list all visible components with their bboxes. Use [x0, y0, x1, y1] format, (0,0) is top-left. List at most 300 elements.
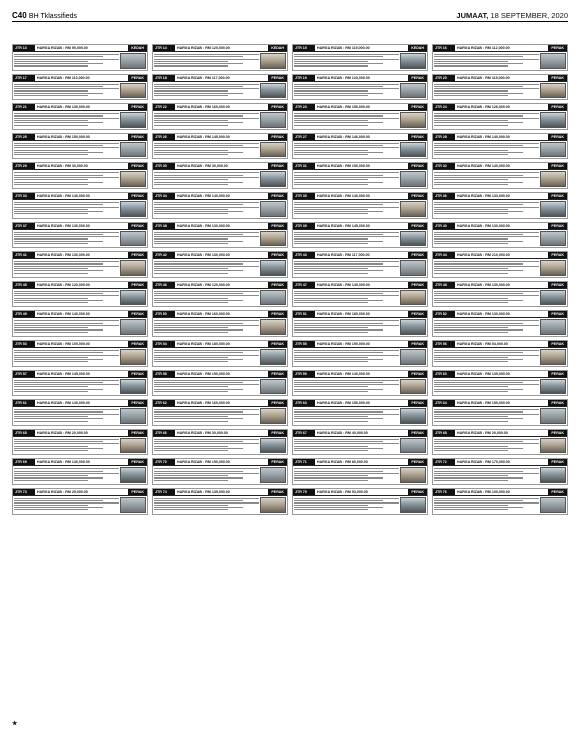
text-line [294, 266, 399, 267]
text-line [294, 204, 383, 205]
text-line [294, 355, 399, 356]
text-line [154, 507, 243, 508]
text-line [154, 232, 259, 233]
listing-header [13, 282, 147, 289]
property-photo [260, 201, 286, 217]
text-line [14, 352, 103, 353]
auction-listing [292, 44, 428, 71]
text-line [294, 63, 383, 64]
text-line [294, 468, 399, 469]
price-label: HARGA RIZAB [457, 282, 483, 287]
listing-body [153, 52, 287, 70]
listing-header [13, 252, 147, 259]
listing-id: JTR 53 [13, 341, 35, 347]
text-line [14, 207, 119, 208]
auction-listing [12, 399, 148, 426]
text-line [14, 61, 88, 62]
listing-header [153, 459, 287, 466]
text-line [294, 293, 383, 294]
price-label: HARGA RIZAB [177, 489, 203, 494]
property-photo [400, 319, 426, 335]
text-line [294, 498, 399, 499]
property-photo [540, 290, 566, 306]
price-label: HARGA RIZAB [37, 75, 63, 80]
listing-description [434, 290, 539, 306]
listing-description [434, 53, 539, 69]
price-value: RM 119,000.00 [345, 46, 370, 50]
price-value: RM 150,000.00 [345, 164, 370, 169]
text-line [294, 268, 368, 269]
price-label: HARGA RIZAB [177, 164, 203, 169]
auction-listing [292, 488, 428, 515]
listing-price: HARGA RIZAB : RM 180,000.00 [177, 341, 230, 346]
listing-description [14, 260, 119, 276]
text-line [294, 118, 399, 119]
listing-state: PERAK [128, 282, 147, 288]
listing-state: PERAK [408, 223, 427, 229]
text-line [294, 234, 383, 235]
listing-header [293, 45, 427, 52]
listing-id: JTR 67 [293, 430, 315, 436]
text-line [154, 273, 228, 274]
text-line [294, 295, 399, 296]
property-photo [260, 379, 286, 395]
price-value: RM 190,000.00 [345, 341, 370, 346]
price-label: HARGA RIZAB [177, 75, 203, 80]
text-line [154, 295, 259, 296]
price-value: RM 130,000.00 [485, 223, 510, 228]
listing-body [293, 407, 427, 425]
price-value: RM 130,000.00 [65, 460, 90, 465]
text-line [154, 329, 243, 330]
listing-body [293, 82, 427, 100]
text-line [434, 327, 508, 328]
property-photo [120, 467, 146, 483]
text-line [434, 88, 539, 89]
listing-state: PERAK [408, 193, 427, 199]
text-line [14, 241, 103, 242]
listing-state: PERAK [128, 75, 147, 81]
listing-header [153, 223, 287, 230]
text-line [154, 241, 243, 242]
property-photo [260, 290, 286, 306]
listing-description [294, 201, 399, 217]
listing-body [153, 259, 287, 277]
text-line [154, 204, 243, 205]
auction-listing [432, 192, 568, 219]
listing-header [433, 371, 567, 378]
listing-price: HARGA RIZAB : RM 40,000.00 [317, 430, 368, 435]
text-line [154, 263, 243, 264]
text-line [434, 177, 539, 178]
price-value: RM 117,000.00 [205, 75, 230, 80]
listing-state: PERAK [128, 163, 147, 169]
listing-header [153, 252, 287, 259]
text-line [434, 90, 508, 91]
listing-state: PERAK [128, 134, 147, 140]
text-line [434, 507, 523, 508]
listing-id: JTR 34 [153, 193, 175, 199]
listing-description [294, 379, 399, 395]
text-line [434, 411, 523, 412]
price-label: HARGA RIZAB [37, 401, 63, 406]
text-line [434, 150, 508, 151]
price-label: HARGA RIZAB [177, 430, 203, 435]
listing-price: HARGA RIZAB : RM 150,000.00 [177, 460, 230, 465]
property-photo [260, 438, 286, 454]
text-line [14, 300, 103, 301]
text-line [14, 291, 119, 292]
text-line [14, 450, 88, 451]
listing-body [13, 318, 147, 336]
text-line [294, 441, 383, 442]
text-line [154, 384, 259, 385]
listing-body [433, 52, 567, 70]
listing-description [434, 260, 539, 276]
price-value: RM 40,000.00 [345, 430, 368, 435]
listing-header [433, 104, 567, 111]
price-label: HARGA RIZAB [317, 253, 343, 258]
text-line [154, 411, 243, 412]
auction-listing [292, 103, 428, 130]
listing-id: JTR 55 [293, 341, 315, 347]
listing-id: JTR 30 [153, 163, 175, 169]
property-photo [400, 290, 426, 306]
property-photo [120, 349, 146, 365]
listing-body [13, 230, 147, 248]
text-line [434, 93, 523, 94]
text-line [154, 145, 243, 146]
price-label: HARGA RIZAB [457, 193, 483, 198]
property-photo [120, 201, 146, 217]
property-photo [400, 112, 426, 128]
price-label: HARGA RIZAB [177, 282, 203, 287]
listing-body [293, 170, 427, 188]
listing-description [294, 319, 399, 335]
text-line [434, 384, 539, 385]
listing-header [13, 75, 147, 82]
listing-header [153, 163, 287, 170]
listing-header [153, 282, 287, 289]
listing-id: JTR 26 [153, 134, 175, 140]
property-photo [120, 142, 146, 158]
listing-description [294, 112, 399, 128]
listing-id: JTR 69 [13, 459, 35, 465]
auction-listing [432, 399, 568, 426]
listing-id: JTR 38 [153, 223, 175, 229]
listing-description [434, 201, 539, 217]
listing-header [433, 45, 567, 52]
text-line [14, 143, 119, 144]
price-label: HARGA RIZAB [317, 460, 343, 465]
text-line [434, 332, 508, 333]
property-photo [400, 53, 426, 69]
listing-body [13, 496, 147, 514]
text-line [434, 295, 539, 296]
price-label: HARGA RIZAB [317, 341, 343, 346]
text-line [154, 209, 228, 210]
listing-id: JTR 59 [293, 371, 315, 377]
text-line [294, 391, 368, 392]
text-line [294, 236, 399, 237]
listing-body [433, 230, 567, 248]
price-label: HARGA RIZAB [317, 223, 343, 228]
price-label: HARGA RIZAB [37, 253, 63, 258]
listing-body [153, 289, 287, 307]
text-line [434, 446, 508, 447]
text-line [14, 179, 88, 180]
listing-price: HARGA RIZAB : RM 130,000.00 [37, 105, 90, 110]
listing-description [14, 83, 119, 99]
text-line [434, 298, 508, 299]
text-line [434, 500, 523, 501]
property-photo [120, 53, 146, 69]
listing-body [153, 407, 287, 425]
text-line [434, 357, 508, 358]
listing-header [13, 459, 147, 466]
listing-description [294, 349, 399, 365]
listing-description [14, 467, 119, 483]
price-value: RM 20,000.00 [485, 430, 508, 435]
text-line [154, 361, 228, 362]
text-line [294, 172, 399, 173]
listing-id: JTR 16 [433, 45, 455, 51]
text-line [294, 421, 368, 422]
text-line [434, 421, 508, 422]
text-line [14, 236, 119, 237]
listing-price: HARGA RIZAB : RM 140,000.00 [457, 134, 510, 139]
listing-price: HARGA RIZAB : RM 30,000.00 [37, 164, 88, 169]
text-line [14, 152, 103, 153]
listing-state: PERAK [548, 134, 567, 140]
text-line [434, 95, 508, 96]
text-line [14, 147, 119, 148]
listing-header [433, 430, 567, 437]
price-value: RM 130,000.00 [65, 105, 90, 110]
property-photo [120, 497, 146, 513]
listing-id: JTR 36 [433, 193, 455, 199]
text-line [294, 207, 399, 208]
section-name: BH Tklassifieds [28, 13, 78, 20]
listing-description [154, 112, 259, 128]
price-label: HARGA RIZAB [317, 134, 343, 139]
text-line [14, 325, 119, 326]
listing-body [433, 407, 567, 425]
text-line [434, 184, 508, 185]
property-photo [120, 319, 146, 335]
listing-body [293, 259, 427, 277]
price-value: RM 140,000.00 [485, 164, 510, 169]
text-line [14, 59, 119, 60]
listing-state: PERAK [128, 311, 147, 317]
price-value: RM 30,000.00 [205, 430, 228, 435]
text-line [294, 65, 368, 66]
text-line [434, 118, 539, 119]
listing-id: JTR 13 [13, 45, 35, 51]
text-line [294, 211, 383, 212]
listing-header [153, 193, 287, 200]
text-line [154, 475, 228, 476]
text-line [14, 505, 88, 506]
property-photo [260, 83, 286, 99]
page-date-value: 18 SEPTEMBER, 2020 [490, 11, 568, 20]
auction-listing [432, 251, 568, 278]
text-line [434, 152, 523, 153]
listing-state: KEDAH [268, 45, 287, 51]
text-line [434, 443, 539, 444]
text-line [434, 147, 539, 148]
listing-header [13, 400, 147, 407]
text-line [14, 500, 103, 501]
listing-id: JTR 73 [13, 489, 35, 495]
text-line [14, 268, 88, 269]
listing-id: JTR 33 [13, 193, 35, 199]
text-line [294, 90, 368, 91]
text-line [154, 320, 259, 321]
price-value: RM 133,000.00 [485, 193, 510, 198]
auction-listing [152, 310, 288, 337]
auction-listing [152, 222, 288, 249]
text-line [294, 443, 399, 444]
property-photo [400, 231, 426, 247]
listing-body [433, 82, 567, 100]
listing-description [294, 142, 399, 158]
text-line [14, 380, 119, 381]
price-label: HARGA RIZAB [317, 46, 343, 50]
listing-header [293, 400, 427, 407]
property-photo [400, 142, 426, 158]
listing-header [433, 223, 567, 230]
price-label: HARGA RIZAB [37, 134, 63, 139]
text-line [154, 143, 259, 144]
listing-header [293, 489, 427, 496]
price-label: HARGA RIZAB [457, 401, 483, 406]
text-line [154, 88, 259, 89]
property-photo [540, 349, 566, 365]
text-line [14, 232, 119, 233]
listing-body [13, 170, 147, 188]
listing-id: JTR 20 [433, 75, 455, 81]
text-line [294, 84, 399, 85]
listing-price: HARGA RIZAB : RM 130,000.00 [37, 253, 90, 258]
listing-state: PERAK [268, 104, 287, 110]
listing-description [154, 53, 259, 69]
text-line [434, 182, 523, 183]
text-line [294, 147, 399, 148]
text-line [14, 502, 119, 503]
page-day: JUMAAT, [456, 11, 489, 20]
listing-body [13, 466, 147, 484]
listing-state: PERAK [128, 459, 147, 465]
listing-id: JTR 60 [433, 371, 455, 377]
auction-listing [12, 222, 148, 249]
text-line [434, 209, 508, 210]
listing-price: HARGA RIZAB : RM 170,000.00 [457, 460, 510, 465]
listing-price: HARGA RIZAB : RM 117,000.00 [177, 75, 230, 80]
listing-price: HARGA RIZAB : RM 130,000.00 [177, 253, 230, 258]
listing-state: PERAK [548, 45, 567, 51]
text-line [14, 475, 88, 476]
price-label: HARGA RIZAB [37, 430, 63, 435]
listing-id: JTR 62 [153, 400, 175, 406]
price-value: RM 30,000.00 [205, 164, 228, 169]
text-line [14, 172, 119, 173]
listing-body [433, 170, 567, 188]
price-value: RM 130,000.00 [65, 223, 90, 228]
text-line [14, 382, 103, 383]
text-line [154, 291, 259, 292]
text-line [294, 382, 383, 383]
listing-state: PERAK [548, 371, 567, 377]
text-line [14, 443, 119, 444]
listing-header [153, 104, 287, 111]
auction-listing [12, 281, 148, 308]
listing-state: PERAK [268, 223, 287, 229]
text-line [14, 439, 119, 440]
text-line [14, 145, 103, 146]
price-label: HARGA RIZAB [317, 105, 343, 110]
auction-listing [152, 133, 288, 160]
listing-header [153, 430, 287, 437]
text-line [434, 63, 523, 64]
text-line [154, 182, 243, 183]
price-label: HARGA RIZAB [457, 460, 483, 465]
listing-state: PERAK [268, 400, 287, 406]
text-line [294, 332, 368, 333]
text-line [14, 150, 88, 151]
listing-description [434, 438, 539, 454]
text-line [154, 59, 259, 60]
price-value: RM 210,000.00 [485, 253, 510, 258]
price-label: HARGA RIZAB [457, 223, 483, 228]
listing-state: PERAK [128, 252, 147, 258]
text-line [154, 421, 228, 422]
listing-description [154, 438, 259, 454]
text-line [434, 320, 539, 321]
listing-price: HARGA RIZAB : RM 120,000.00 [177, 282, 230, 287]
text-line [434, 154, 508, 155]
text-line [294, 177, 399, 178]
price-value: RM 150,000.00 [345, 105, 370, 110]
listing-body [153, 496, 287, 514]
text-line [154, 270, 243, 271]
text-line [434, 113, 539, 114]
text-line [154, 448, 243, 449]
text-line [154, 450, 228, 451]
listing-price: HARGA RIZAB : RM 135,000.00 [457, 371, 510, 376]
text-line [294, 380, 399, 381]
listing-price: HARGA RIZAB : RM 140,000.00 [317, 193, 370, 198]
price-label: HARGA RIZAB [177, 401, 203, 406]
listing-id: JTR 21 [13, 104, 35, 110]
property-photo [400, 379, 426, 395]
text-line [154, 355, 259, 356]
text-line [154, 177, 259, 178]
price-value: RM 140,000.00 [485, 134, 510, 139]
price-value: RM 120,000.00 [65, 282, 90, 287]
listing-state: PERAK [128, 430, 147, 436]
price-value: RM 100,000.00 [65, 341, 90, 346]
property-photo [540, 83, 566, 99]
text-line [14, 409, 119, 410]
listing-description [434, 497, 539, 513]
listing-id: JTR 63 [293, 400, 315, 406]
text-line [294, 475, 368, 476]
price-value: RM 130,000.00 [205, 223, 230, 228]
price-label: HARGA RIZAB [457, 430, 483, 435]
text-line [14, 418, 103, 419]
text-line [434, 54, 539, 55]
